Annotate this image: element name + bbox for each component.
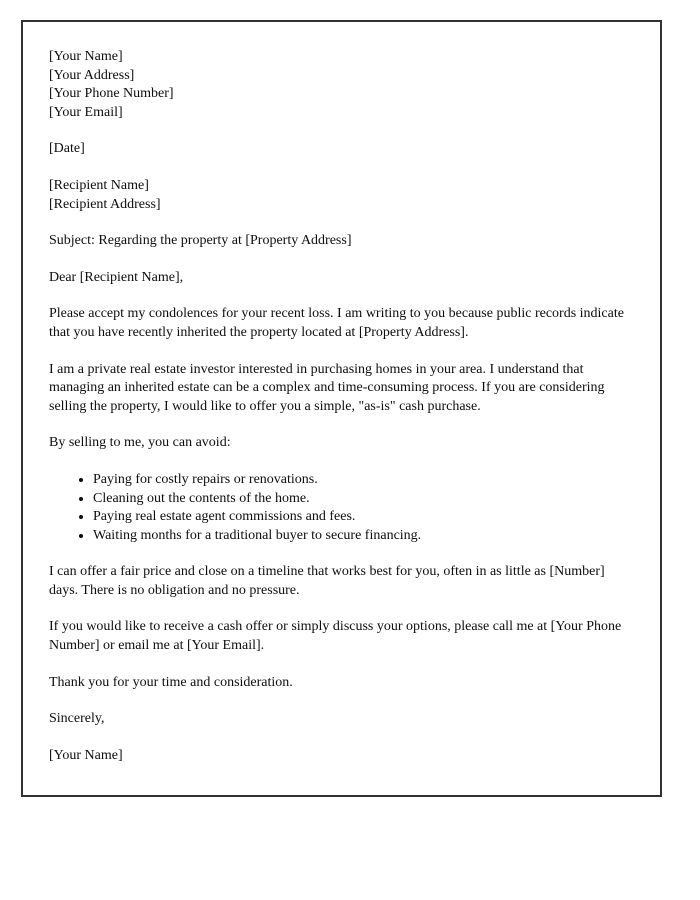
salutation: Dear [Recipient Name], — [49, 269, 184, 285]
subject-line: Subject: Regarding the property at [Property Address] — [49, 233, 352, 249]
avoid-bullet-list — [49, 471, 634, 545]
avoid-bullet-item: • Paying for costly repairs or renovations. — [93, 471, 634, 490]
recipient-address: [Recipient Address] — [49, 196, 161, 212]
paragraph-thanks: Thank you for your time and consideration. — [49, 674, 293, 690]
recipient-name: [Recipient Name] — [49, 177, 149, 193]
sender-phone: [Your Phone Number] — [49, 86, 174, 102]
avoid-bullet-item: • Paying real estate agent commissions and fees. — [93, 508, 634, 527]
paragraph-investor-intro: I am a private real estate investor interested in purchasing homes in your area. I understand that managing an inherited estate can be a complex and time-consuming process. If you are considering selling the property, I would like to offer you a simple, "as-is" cash purchase. — [49, 361, 605, 414]
paragraph-avoid-lead-in: By selling to me, you can avoid: — [49, 435, 231, 451]
paragraph-call-to-action: If you would like to receive a cash offer or simply discuss your options, please call me at [Your Phone Number] or email me at [Your Email]. — [49, 619, 622, 654]
paragraph-offer-terms: I can offer a fair price and close on a timeline that works best for you, often in as little as [Number] days. There is no obligation and no pressure. — [49, 564, 605, 598]
sender-address-block — [49, 48, 634, 122]
sender-name: [Your Name] — [49, 49, 123, 64]
sender-address: [Your Address] — [49, 67, 135, 83]
date-line: [Date] — [49, 141, 85, 157]
signature: [Your Name] — [49, 747, 123, 763]
recipient-address-block — [49, 177, 634, 214]
avoid-bullet-item: • Cleaning out the contents of the home. — [93, 490, 634, 509]
avoid-bullet-item: • Waiting months for a traditional buyer to secure financing. — [93, 527, 634, 546]
closing: Sincerely, — [49, 711, 105, 727]
letter-document — [21, 20, 662, 797]
sender-email: [Your Email] — [49, 104, 123, 120]
paragraph-condolences: Please accept my condolences for your recent loss. I am writing to you because public records indicate that you have recently inherited the property located at [Property Address]. — [49, 306, 624, 340]
